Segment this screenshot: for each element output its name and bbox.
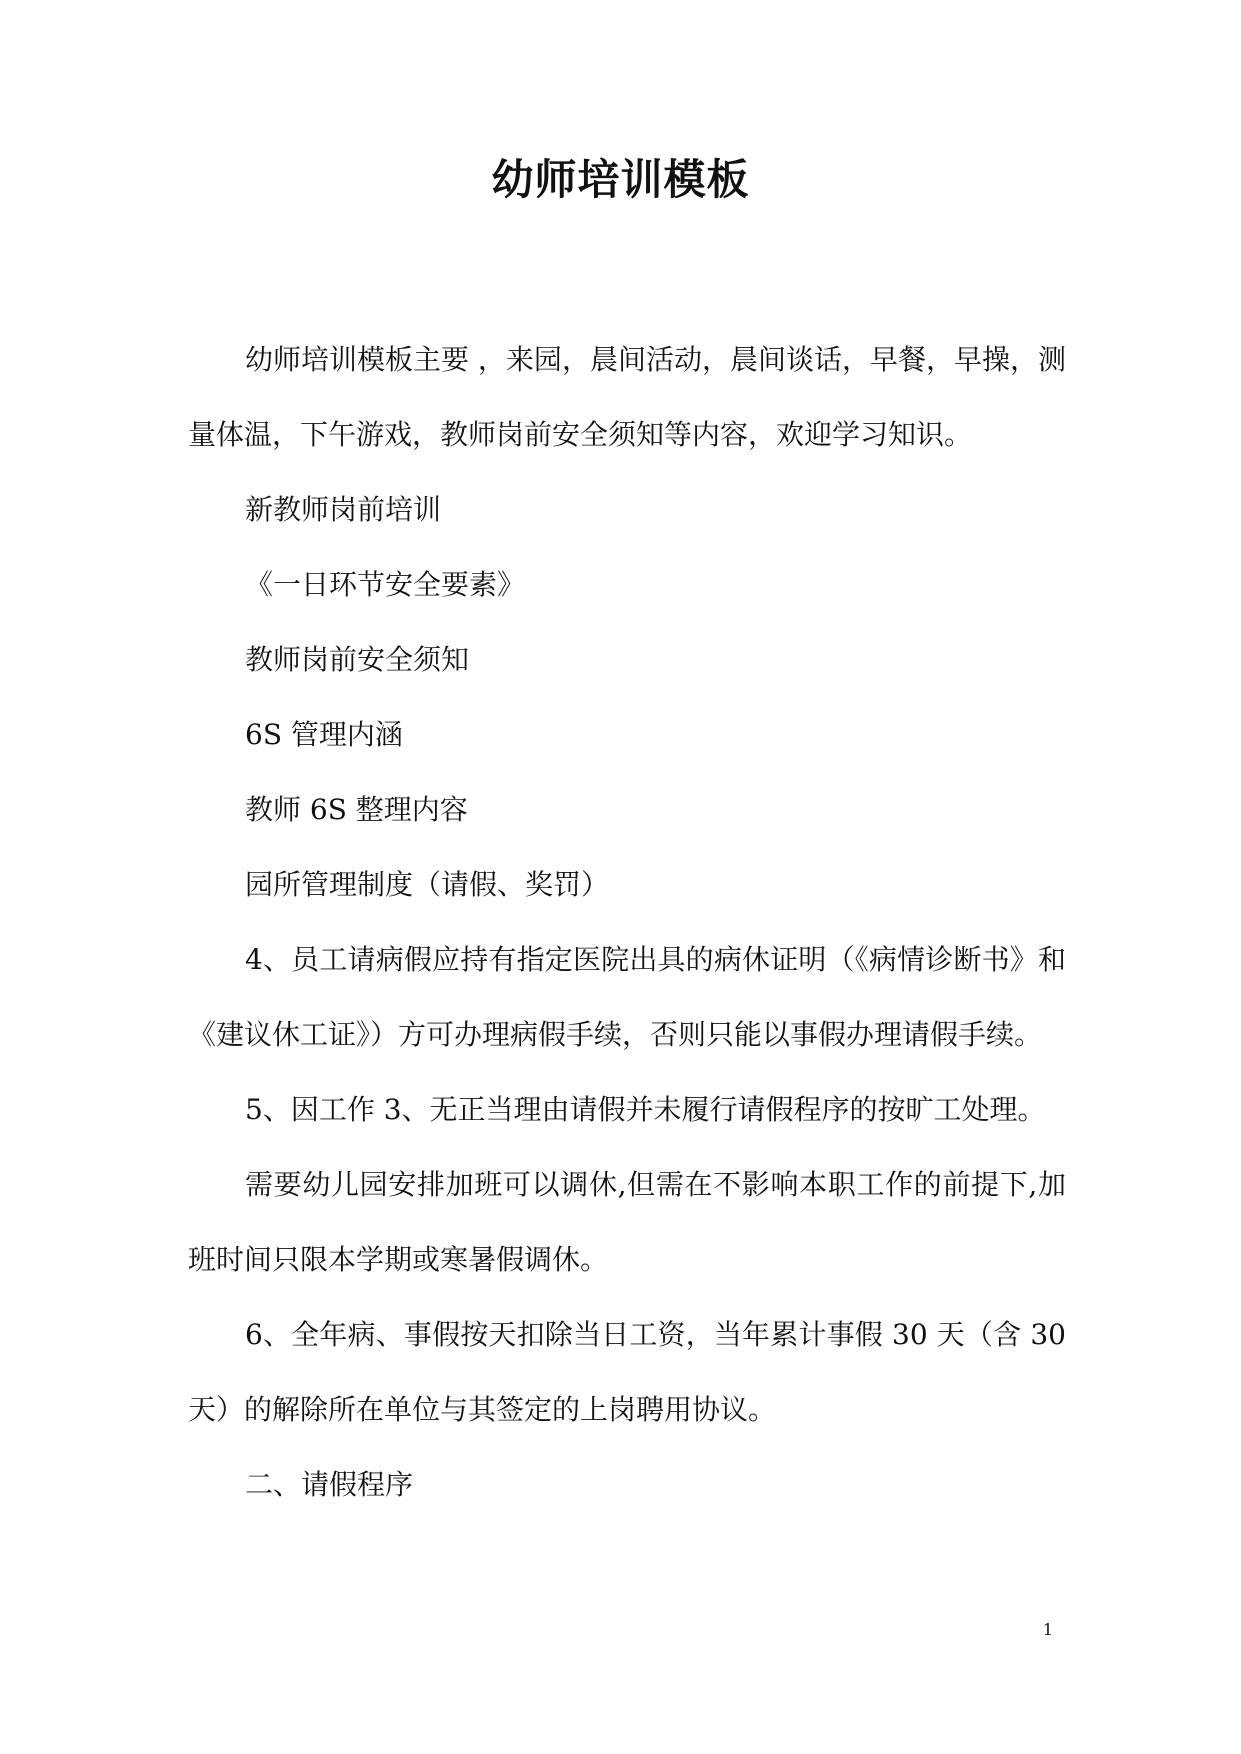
paragraph-new-teacher-training: 新教师岗前培训 (245, 493, 442, 526)
paragraph-absence-rule: 5、因工作 3、无正当理由请假并未履行请假程序的按旷工处理。 (245, 1093, 1046, 1126)
document-title: 幼师培训模板 (491, 155, 750, 204)
document-body (188, 322, 1066, 1522)
page-number: 1 (1042, 1620, 1053, 1639)
paragraph-deduction-rule: 6、全年病、事假按天扣除当日工资，当年累计事假 30 天（含 30 天）的解除所在单位与其签定的上岗聘用协议。 (188, 1318, 1066, 1426)
paragraph-safety-notice: 教师岗前安全须知 (245, 643, 470, 676)
paragraph-overtime-rule: 需要幼儿园安排加班可以调休,但需在不影响本职工作的前提下,加班时间只限本学期或寒暑假调休。 (188, 1168, 1066, 1276)
paragraph-management-system: 园所管理制度（请假、奖罚） (245, 868, 610, 901)
paragraph-6s-arrangement: 教师 6S 整理内容 (245, 793, 468, 826)
paragraph-leave-procedure-heading: 二、请假程序 (245, 1468, 414, 1501)
paragraph-intro: 幼师培训模板主要 ，来园，晨间活动，晨间谈话，早餐，早操，测量体温，下午游戏，教师岗前安全须知等内容，欢迎学习知识。 (188, 343, 1066, 451)
paragraph-sick-leave-rule: 4、员工请病假应持有指定医院出具的病休证明（《病情诊断书》和《建议休工证》）方可办理病假手续，否则只能以事假办理请假手续。 (188, 943, 1066, 1051)
paragraph-daily-safety-elements: 《一日环节安全要素》 (245, 568, 526, 601)
paragraph-6s-management: 6S 管理内涵 (245, 718, 403, 751)
